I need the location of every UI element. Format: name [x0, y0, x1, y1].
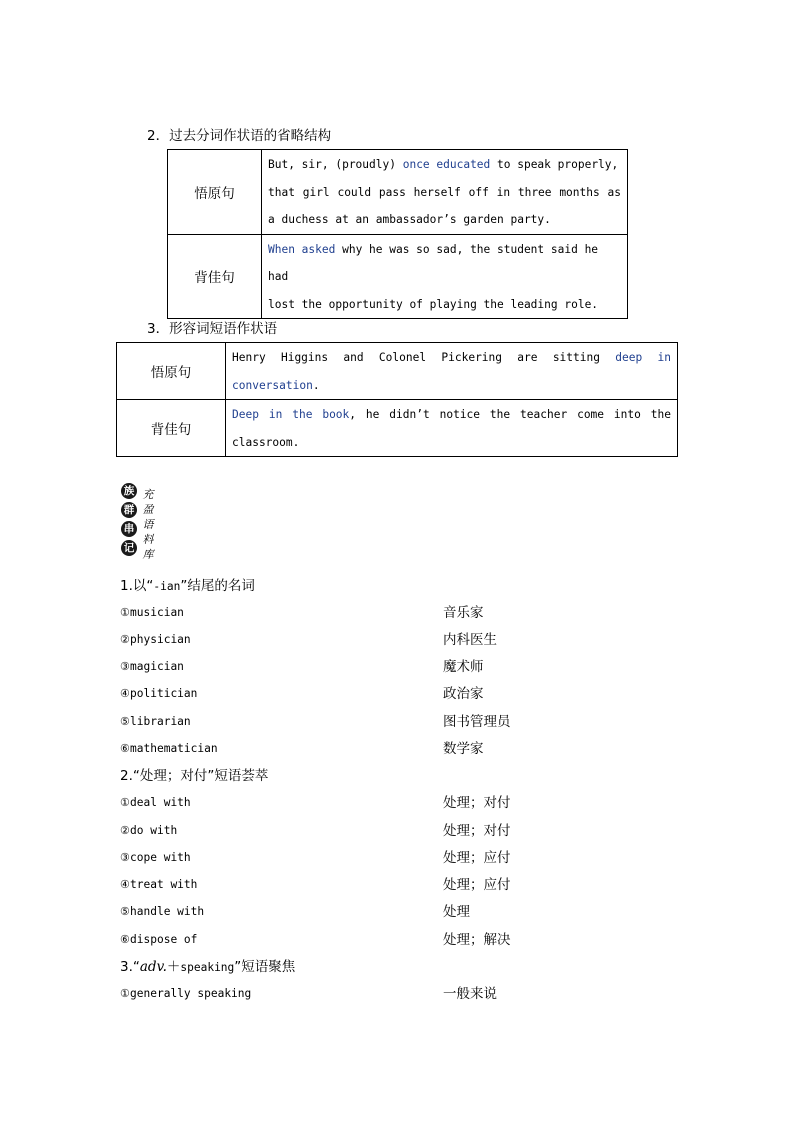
chinese-meaning: 处理；应付 — [443, 850, 511, 866]
list-item — [120, 875, 680, 895]
list-item — [120, 930, 680, 950]
text-segment: , he didn’t notice the teacher come into the — [349, 408, 671, 421]
text-line: classroom. — [232, 435, 300, 449]
chinese-meaning: 处理；对付 — [443, 795, 511, 811]
section-2-table — [167, 149, 628, 319]
chinese-meaning: 处理；应付 — [443, 877, 511, 893]
list-1-heading — [120, 576, 255, 597]
chinese-meaning: 图书管理员 — [443, 714, 511, 730]
list-item — [120, 684, 680, 704]
caption-char: 语 — [142, 518, 154, 531]
original-sentence-text — [262, 150, 628, 235]
chinese-meaning: 处理 — [443, 904, 470, 920]
list-3-heading — [120, 957, 295, 978]
english-term: ④treat with — [120, 878, 198, 891]
english-term: ①generally speaking — [120, 987, 252, 1000]
chinese-meaning: 魔术师 — [443, 659, 484, 675]
section-2-heading: 2．过去分词作状语的省略结构 — [147, 128, 332, 144]
list-item — [120, 821, 680, 841]
text-segment: 3.“ — [120, 959, 140, 975]
model-sentence-text — [262, 234, 628, 319]
caption-char: 料 — [142, 533, 154, 546]
badge-char: 串 — [121, 521, 137, 537]
table-row — [117, 343, 678, 400]
highlight-phrase: When asked — [268, 242, 336, 256]
term: -ian — [153, 580, 181, 593]
list-item — [120, 902, 680, 922]
badge-caption — [141, 487, 155, 562]
list-item — [120, 793, 680, 813]
badge-char: 族 — [121, 483, 137, 499]
original-sentence-label: 悟原句 — [117, 343, 226, 400]
english-term: ③cope with — [120, 851, 191, 864]
list-item — [120, 984, 680, 1004]
original-sentence-label: 悟原句 — [168, 150, 262, 235]
section-3-heading: 3．形容词短语作状语 — [147, 321, 278, 337]
caption-char: 充 — [142, 488, 154, 501]
english-term: ①musician — [120, 606, 184, 619]
original-sentence-text — [226, 343, 678, 400]
text-segment: ＋ — [166, 959, 181, 975]
section-3-table — [116, 342, 678, 457]
english-term: ⑤librarian — [120, 715, 191, 728]
english-term: ③magician — [120, 660, 184, 673]
list-item — [120, 657, 680, 677]
chinese-meaning: 音乐家 — [443, 605, 484, 621]
caption-char: 盈 — [142, 503, 154, 516]
english-term: ①deal with — [120, 796, 191, 809]
highlight-phrase: Deep in the book — [232, 408, 350, 421]
list-item — [120, 739, 680, 759]
caption-char: 库 — [142, 548, 154, 561]
list-item — [120, 630, 680, 650]
english-term: ④politician — [120, 687, 198, 700]
english-term: ⑥mathematician — [120, 742, 218, 755]
model-sentence-label: 背佳句 — [117, 400, 226, 457]
chinese-meaning: 内科医生 — [443, 632, 497, 648]
model-sentence-label: 背佳句 — [168, 234, 262, 319]
text-segment: ”结尾的名词 — [180, 578, 255, 594]
highlight-phrase: conversation — [232, 378, 313, 392]
chinese-meaning: 政治家 — [443, 686, 484, 702]
text-segment: ”短语聚焦 — [234, 959, 296, 975]
chinese-meaning: 一般来说 — [443, 986, 497, 1002]
abbreviation: adv. — [139, 959, 167, 975]
section-badge — [121, 483, 139, 559]
english-term: ⑤handle with — [120, 905, 205, 918]
text-segment: But, sir, (proudly) — [268, 158, 403, 171]
text-segment: why he was so sad, the student said he had — [268, 242, 599, 283]
english-term: ⑥dispose of — [120, 933, 198, 946]
text-segment: 1.以“ — [120, 578, 154, 594]
term: speaking — [180, 961, 235, 974]
list-item — [120, 603, 680, 623]
text-segment: Henry Higgins and Colonel Pickering are sitting — [232, 351, 616, 364]
table-row — [117, 400, 678, 457]
english-term: ②do with — [120, 824, 178, 837]
chinese-meaning: 处理；对付 — [443, 823, 511, 839]
table-row — [168, 150, 628, 235]
list-item — [120, 848, 680, 868]
badge-char: 记 — [121, 540, 137, 556]
list-item — [120, 712, 680, 732]
text-line: lost the opportunity of playing the leading role. — [268, 297, 599, 311]
english-term: ②physician — [120, 633, 191, 646]
table-row — [168, 234, 628, 319]
text-segment: to speak properly, — [490, 158, 619, 171]
badge-char: 群 — [121, 502, 137, 518]
model-sentence-text — [226, 400, 678, 457]
highlight-phrase: deep in — [615, 351, 671, 364]
chinese-meaning: 处理；解决 — [443, 932, 511, 948]
highlight-phrase: once educated — [402, 158, 491, 171]
text-line: that girl could pass herself off in three months as — [268, 185, 621, 199]
list-2-heading: 2.“处理；对付”短语荟萃 — [120, 768, 269, 784]
text-segment: . — [312, 378, 320, 392]
text-line: a duchess at an ambassador’s garden party. — [268, 213, 551, 226]
chinese-meaning: 数学家 — [443, 741, 484, 757]
